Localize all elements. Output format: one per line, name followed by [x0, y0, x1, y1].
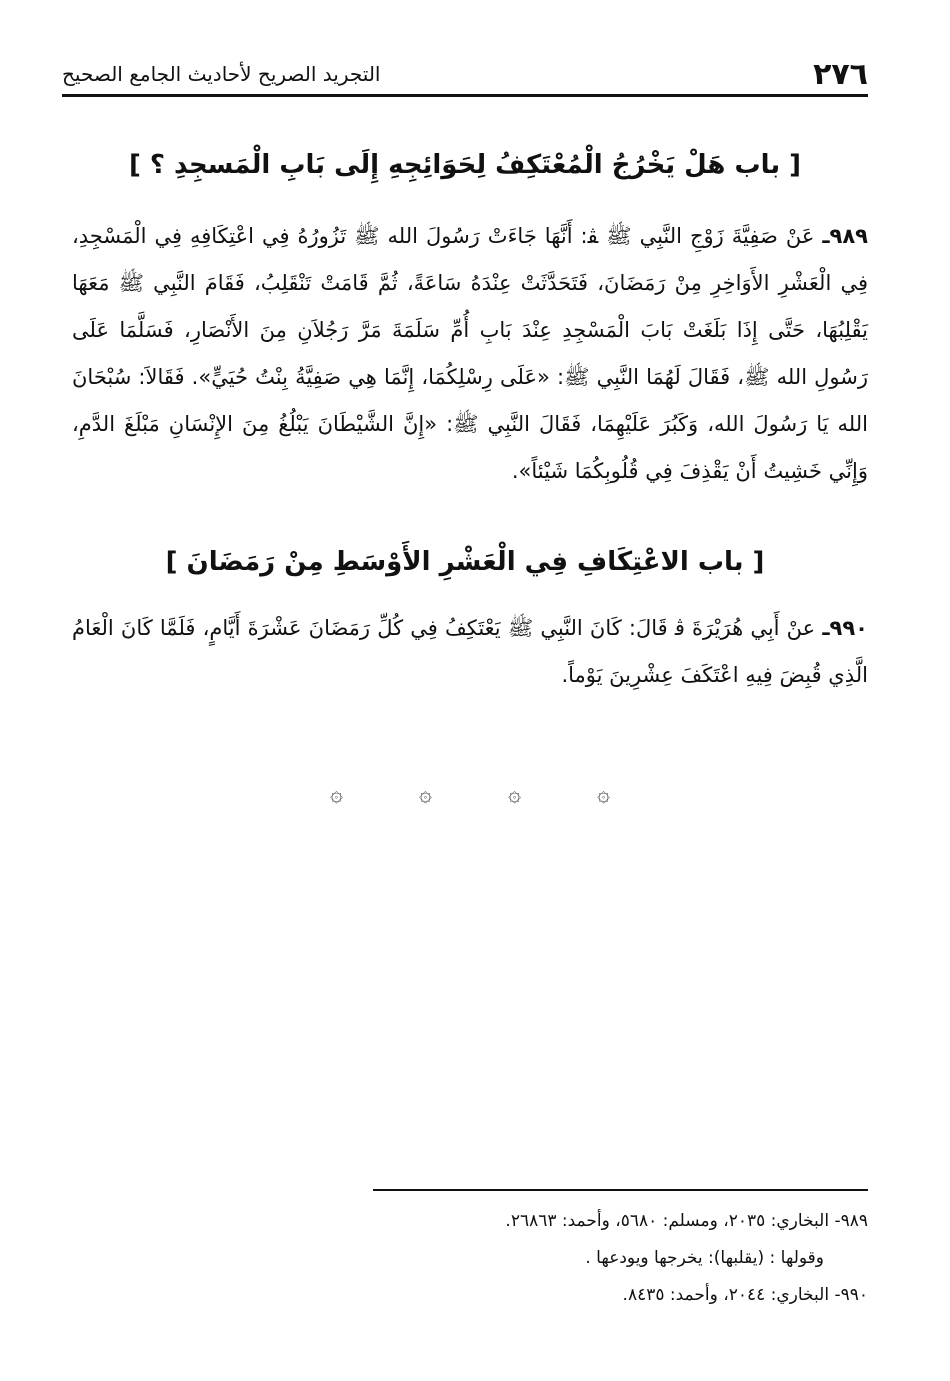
header-rule — [62, 94, 868, 97]
chapter-title: [ باب هَلْ يَخْرُجُ الْمُعْتَكِفُ لِحَوَائِجِهِ إِلَى بَابِ الْمَسجِدِ ؟ ] — [128, 150, 802, 180]
ornament-icon: ۞ — [597, 782, 610, 807]
ornament-icon: ۞ — [508, 782, 521, 807]
hadith-paragraph — [72, 605, 868, 699]
section-divider — [330, 782, 610, 807]
page-number: ٢٧٦ — [813, 56, 868, 92]
footnotes — [308, 1203, 868, 1314]
hadith-text: عَنْ صَفِيَّةَ زَوْجِ النَّبِي ﷺ ﭭ: أَنَّهَا جَاءَتْ رَسُولَ الله ﷺ تَزُورُهُ فِي اعْتِكَافِهِ فِي الْمَسْجِدِ، فِي الْعَشْرِ الأَوَاخِرِ مِنْ رَمَضَانَ، فَتَحَدَّثَتْ عِنْدَهُ سَاعَةً، ثُمَّ قَامَتْ تَنْقَلِبُ، فَقَامَ النَّبِي ﷺ مَعَهَا يَقْلِبُهَا، حَتَّى إِذَا بَلَغَتْ بَابَ الْمَسْجِدِ عِنْدَ بَابِ أُمِّ سَلَمَةَ مَرَّ رَجُلاَنِ مِنَ الأَنْصَارِ، فَسَلَّمَا عَلَى رَسُولِ الله ﷺ، فَقَالَ لَهُمَا النَّبِي ﷺ: «عَلَى رِسْلِكُمَا، إِنَّمَا هِي صَفِيَّةُ بِنْتُ حُيَيٍّ». فَقَالاَ: سُبْحَانَ الله يَا رَسُولَ الله، وَكَبُرَ عَلَيْهِمَا، فَقَالَ النَّبِي ﷺ: «إِنَّ الشَّيْطَانَ يَبْلُغُ مِنَ الإِنْسَانِ مَبْلَغَ الدَّمِ، وَإِنِّي خَشِيتُ أَنْ يَقْذِفَ فِي قُلُوبِكُمَا شَيْئاً». — [72, 224, 868, 483]
ornament-icon: ۞ — [419, 782, 432, 807]
footnote: وقولها : (يقلبها): يخرجها ويودعها . — [585, 1248, 824, 1268]
hadith-paragraph — [72, 213, 868, 495]
footnote: ٩٨٩- البخاري: ٢٠٣٥، ومسلم: ٥٦٨٠، وأحمد: ٢٦٨٦٣. — [505, 1211, 868, 1231]
page-header — [62, 54, 868, 94]
hadith-number: ٩٩٠ـ — [822, 616, 868, 640]
running-title: التجريد الصريح لأحاديث الجامع الصحيح — [62, 62, 381, 86]
ornament-icon: ۞ — [330, 782, 343, 807]
chapter-title: [ باب الاعْتِكَافِ فِي الْعَشْرِ الأَوْسَطِ مِنْ رَمَضَانَ ] — [165, 547, 765, 577]
footnote-rule — [373, 1189, 868, 1191]
footnote: ٩٩٠- البخاري: ٢٠٤٤، وأحمد: ٨٤٣٥. — [622, 1285, 868, 1305]
hadith-number: ٩٨٩ـ — [822, 224, 868, 248]
hadith-text: عنْ أَبِي هُرَيْرَةَ ﭬ قَالَ: كَانَ النَّبِي ﷺ يَعْتَكِفُ فِي كُلِّ رَمَضَانَ عَشْرَةَ أَيَّامٍ، فَلَمَّا كَانَ الْعَامُ الَّذِي قُبِضَ فِيهِ اعْتَكَفَ عِشْرِينَ يَوْماً. — [72, 616, 868, 687]
